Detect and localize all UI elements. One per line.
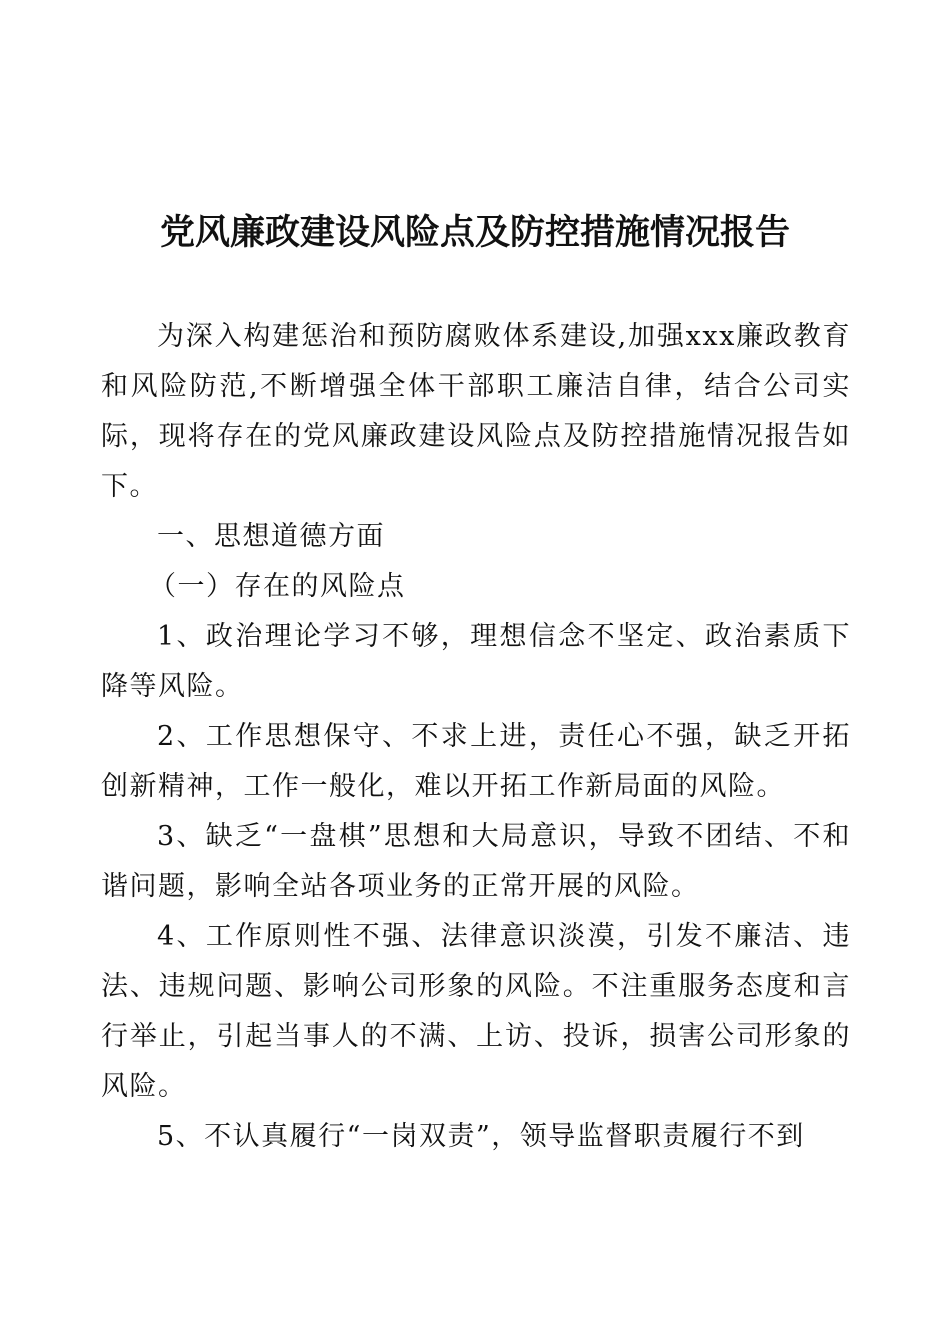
intro-paragraph: 为深入构建惩治和预防腐败体系建设,加强xxx廉政教育和风险防范,不断增强全体干部职工廉洁自律，结合公司实际，现将存在的党风廉政建设风险点及防控措施情况报告如下。 [101, 321, 851, 502]
list-item: 2、工作思想保守、不求上进，责任心不强，缺乏开拓创新精神，工作一般化，难以开拓工作新局面的风险。 [101, 721, 851, 802]
subsection-heading: （一）存在的风险点 [149, 571, 406, 602]
section-heading: 一、思想道德方面 [157, 521, 385, 552]
list-item: 3、缺乏“一盘棋”思想和大局意识，导致不团结、不和谐问题，影响全站各项业务的正常开展的风险。 [101, 821, 851, 902]
list-item: 1、政治理论学习不够，理想信念不坚定、政治素质下降等风险。 [101, 621, 851, 702]
list-item: 4、工作原则性不强、法律意识淡漠，引发不廉洁、违法、违规问题、影响公司形象的风险。不注重服务态度和言行举止，引起当事人的不满、上访、投诉，损害公司形象的风险。 [101, 921, 851, 1102]
document-title: 党风廉政建设风险点及防控措施情况报告 [159, 212, 790, 253]
list-item: 5、不认真履行“一岗双责”，领导监督职责履行不到 [157, 1121, 805, 1152]
document-body [101, 312, 851, 1162]
